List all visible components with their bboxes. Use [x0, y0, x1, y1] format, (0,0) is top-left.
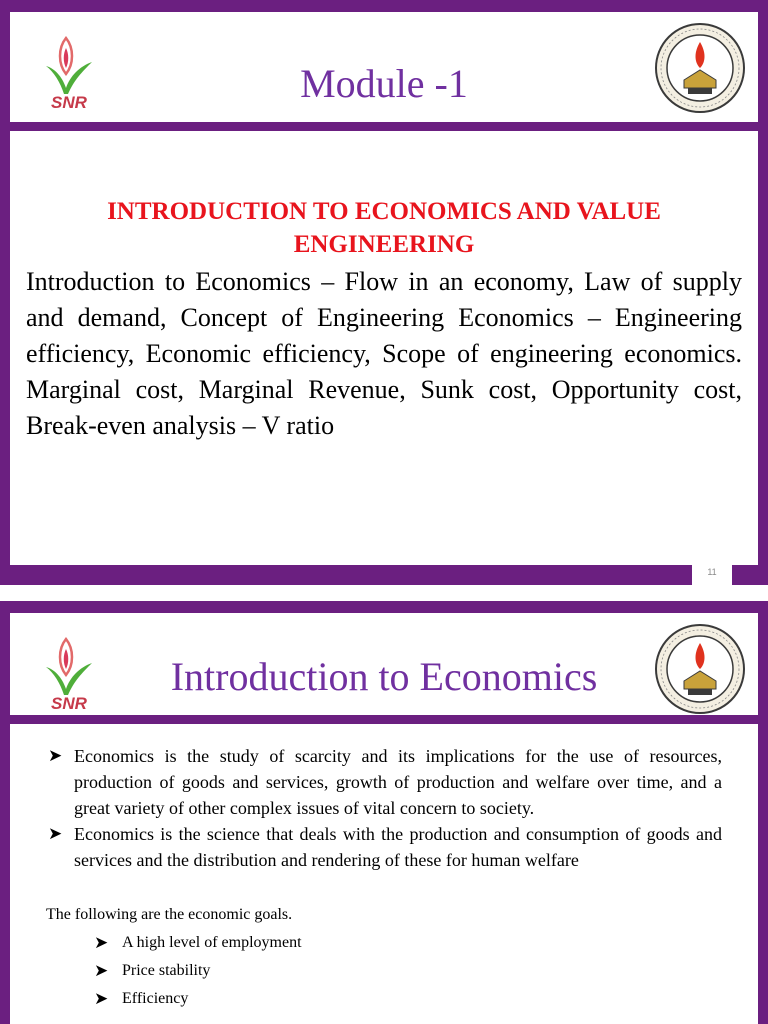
goal-text: Price stability: [122, 962, 211, 979]
svg-text:SNR: SNR: [51, 694, 87, 711]
list-item: [94, 985, 302, 1013]
list-item: [48, 821, 722, 873]
bullet-text: Economics is the science that deals with the production and consumption of goods and services and the distribution and rendering of these for human welfare: [74, 824, 722, 870]
heading-line-1: INTRODUCTION TO ECONOMICS AND VALUE: [107, 198, 661, 225]
definition-list: [48, 743, 722, 873]
college-seal-icon: [654, 623, 746, 715]
module-syllabus-text: Introduction to Economics – Flow in an economy, Law of supply and demand, Concept of Engineering Economics – Engineering efficiency, Economic efficiency, Scope of engineering economics. Marginal cost, Marginal Revenue, Sunk cost, Opportunity cost, Break-even analysis – V ratio: [26, 267, 742, 440]
slide-gap: [0, 585, 768, 601]
goal-text: Efficiency: [122, 990, 189, 1007]
slide-header: [10, 12, 758, 122]
slide-title: Module -1: [300, 61, 468, 106]
page-number: 11: [692, 559, 732, 585]
list-item: [94, 929, 302, 957]
arrow-bullet-icon: ➤: [48, 746, 63, 765]
list-item: [94, 957, 302, 985]
slide-content: [10, 724, 758, 1024]
arrow-bullet-icon: ➤: [94, 933, 109, 952]
arrow-bullet-icon: ➤: [48, 824, 63, 843]
slide-intro-economics: [0, 601, 768, 1024]
svg-text:SNR: SNR: [51, 93, 87, 110]
goals-intro: The following are the economic goals.: [46, 906, 293, 923]
arrow-bullet-icon: ➤: [94, 989, 109, 1008]
college-seal-icon: [654, 22, 746, 114]
arrow-bullet-icon: ➤: [94, 961, 109, 980]
slide-content: [10, 131, 758, 577]
slide-header: [10, 613, 758, 715]
goal-text: A high level of employment: [122, 934, 302, 951]
heading-line-2: ENGINEERING: [293, 231, 475, 258]
list-item: [48, 743, 722, 821]
bullet-text: Economics is the study of scarcity and its implications for the use of resources, production of goods and services, growth of production and welfare over time, and a great variety of other complex issues of vital concern to society.: [74, 746, 722, 818]
slide-title: Introduction to Economics: [170, 654, 598, 699]
module-heading: [28, 195, 740, 261]
goals-list: [94, 929, 302, 1013]
